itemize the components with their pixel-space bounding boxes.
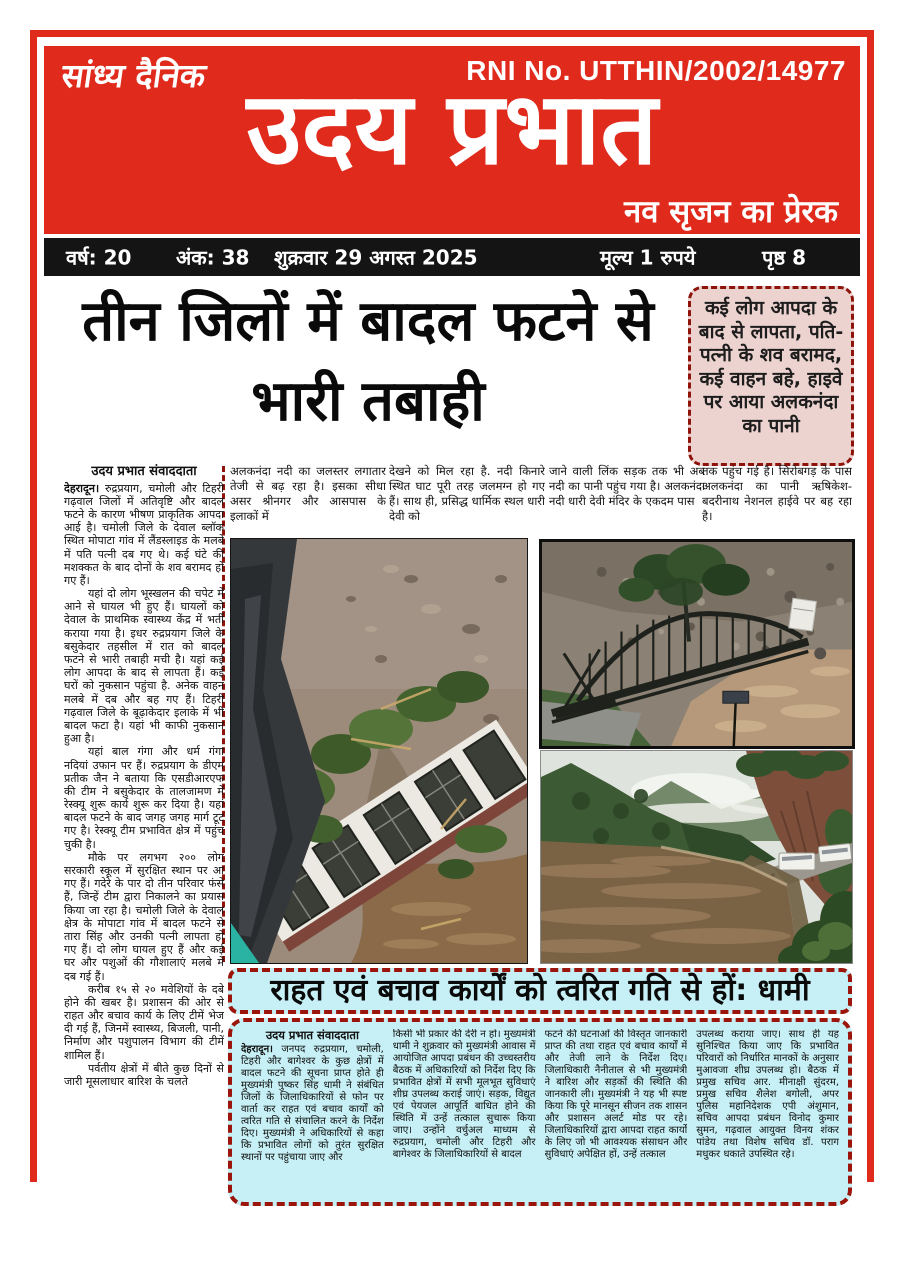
photo-landslide-damage: [230, 538, 528, 964]
lead-story-column-3: देखने को मिल रहा है. नदी किनारे स्थित घाट पूरी तरह जलमग्न हो गए हैं। साथ ही, प्रसिद्ध धार्मिक स्थल धारी देवी को: [389, 464, 545, 523]
dateline-price: मूल्य 1 रुपये: [600, 245, 696, 270]
secondary-story-box: [228, 1018, 852, 1206]
masthead: [44, 46, 860, 234]
lead-paragraph: यहां बाल गंगा और धर्म गंगा नदियां उफान पर हैं। रुद्रप्रयाग के डीएम प्रतीक जैन ने बताया कि एसडीआरएफ की टीम ने बसुकेदार के तालजामण में रेस्क्यू शुरू कार्य शुरू कर दिया है। यहां बादल फटने के बाद जगह जगह मार्ग टूट गए है। रेस्क्यू टीम प्रभावित क्षेत्र में पहुंच चुकी है।: [64, 745, 224, 851]
rni-number: RNI No. UTTHIN/2002/14977: [466, 55, 846, 86]
lead-story-column-2: अलकनंदा नदी का जलस्तर लगातार तेजी से बढ़ रहा है। इसका सीधा असर श्रीनगर और आसपास के इलाकों में: [230, 464, 386, 523]
lead-story-column-4: जाने वाली लिंक सड़क तक भी अब नदी का पानी पहुंच गया है। अलकनंदा नदी धारी देवी मंदिर के एकदम पास: [549, 464, 705, 508]
dateline-city: देहरादून।: [241, 1043, 273, 1055]
lead-paragraph: मौके पर लगभग २०० लोग सरकारी स्कूल में सुरक्षित स्थान पर आ गए हैं। गदेरे के पार दो तीन परिवार फंसे हैं, जिन्हें टीम द्वारा निकालने का प्रयास किया जा रहा है। चमोली जिले के देवाल क्षेत्र के मोपाटा गांव में बादल फटने से तारा सिंह और उनकी पत्नी लापता हो गए हैं। दो लोग घायल हुए हैं और कई घर और पशुओं की गौशालाएं मलबे में दब गई हैं।: [64, 850, 224, 983]
secondary-paragraph: उपलब्ध कराया जाए। साथ ही यह सुनिश्चित किया जाए कि प्रभावित परिवारों को निर्धारित मानकों के अनुसार मुआवजा शीघ्र उपलब्ध हो। बैठक में प्रमुख सचिव आर. मीनाक्षी सुंदरम, प्रमुख सचिव शैलेश बगोली, अपर पुलिस महानिदेशक एपी अंशुमान, सचिव आपदा प्रबंधन विनोद कुमार सुमन, गढ़वाल आयुक्त विनय शंकर पांडेय तथा विशेष सचिव डॉ. पराग मधुकर धकाते उपस्थित रहे।: [696, 1029, 839, 1160]
secondary-byline: उदय प्रभात संवाददाता: [265, 1029, 359, 1042]
paper-title: उदय प्रभात: [246, 70, 658, 187]
lead-paragraph: करीब १५ से २० मवेशियों के दबे होने की खबर है। प्रशासन की ओर से राहत और बचाव कार्य के लिए टीमें भेज दी गई हैं, जिनमें स्वास्थ्य, बिजली, पानी, निर्माण और पशुपालन विभाग की टीमें शामिल हैं।: [64, 982, 224, 1062]
photo-flooded-bridge: [539, 539, 855, 749]
lead-paragraph: देहरादून। रुद्रप्रयाग, चमोली और टिहरी गढ़वाल जिलों में अतिवृष्टि और बादल फटने के कारण भीषण प्राकृतिक आपदा आई है। चमोली जिले के देवाल ब्लॉक स्थित मोपाटा गांव में लैंडस्लाइड के मलबे में पति पत्नी दब गए थे। कई घंटे की मशक्कत के बाद दोनों के शव बरामद हो गए हैं।: [64, 481, 224, 587]
landslide-photo-graphic: [231, 539, 527, 963]
edition-label: सांध्य दैनिक: [59, 56, 209, 95]
dateline-date: शुक्रवार 29 अगस्त 2025: [274, 245, 478, 270]
dateline-issue: अंक: 38: [176, 245, 250, 270]
secondary-paragraph: फटने की घटनाओं की विस्तृत जानकारी प्राप्त की तथा राहत एवं बचाव कार्यों में और तेजी लाने के निर्देश दिए। जिलाधिकारी नैनीताल से भी मुख्यमंत्री ने बारिश और सड़कों की स्थिति की जानकारी ली। मुख्यमंत्री ने यह भी स्पष्ट किया कि पूरे मानसून सीजन तक शासन और प्रशासन अलर्ट मोड पर रहे। जिलाधिकारियों द्वारा आपदा राहत कार्यों के लिए जो भी आवश्यक संसाधन और सुविधाएं अपेक्षित हों, उन्हें तत्काल: [544, 1029, 688, 1160]
paper-tagline: नव सृजन का प्रेरक: [624, 194, 838, 230]
bridge-photo-graphic: [542, 542, 852, 746]
secondary-column-2: [393, 1029, 536, 1195]
secondary-paragraph: किसी भी प्रकार की देरी न हो। मुख्यमंत्री धामी ने शुक्रवार को मुख्यमंत्री आवास में आयोजित आपदा प्रबंधन की उच्चस्तरीय बैठक में अधिकारियों को निर्देश दिए कि प्रभावित क्षेत्रों में सभी मूलभूत सुविधाएं शीघ्र उपलब्ध कराई जाएं। सड़क, विद्युत एवं पेयजल आपूर्ति बाधित होने की स्थिति में उन्हें तत्काल सुचारू किया जाए। उन्होंने वर्चुअल माध्यम से रुद्रप्रयाग, चमोली और टिहरी और बागेश्वर के जिलाधिकारियों से बादल: [392, 1029, 536, 1160]
lead-paragraph: पर्वतीय क्षेत्रों में बीते कुछ दिनों से जारी मूसलाधार बारिश के चलते: [64, 1061, 224, 1089]
dateline-year: वर्ष: 20: [66, 245, 132, 270]
dateline-pages: पृष्ठ 8: [762, 245, 807, 270]
secondary-headline: राहत एवं बचाव कार्यों को त्वरित गति से हों: धामी: [228, 968, 852, 1014]
secondary-column-3: [545, 1029, 688, 1195]
secondary-paragraph: देहरादून। जनपद रुद्रप्रयाग, चमोली, टिहरी और बागेश्वर के कुछ क्षेत्रों में बादल फटने की सूचना प्राप्त होते ही मुख्यमंत्री पुष्कर सिंह धामी ने संबंधित जिलों के जिलाधिकारियों से फोन पर वार्ता कर राहत एवं बचाव कार्यों को त्वरित गति से संचालित करने के निर्देश दिए। मुख्यमंत्री ने अधिकारियों से कहा कि प्रभावित लोगों को तुरंत सुरक्षित स्थानों पर पहुंचाया जाए और: [241, 1043, 384, 1163]
lead-story-column-5: तक पहुंच गई है। सिरोबगड़ के पास अलकनंदा का पानी ऋषिकेश-बदरीनाथ नेशनल हाईवे पर बह रहा है।: [702, 464, 852, 523]
river-photo-graphic: [541, 751, 852, 963]
lead-paragraph: यहां दो लोग भूस्खलन की चपेट में आने से घायल भी हुए हैं। घायलों को देवाल के प्राथमिक स्वास्थ्य केंद्र में भर्ती कराया गया है। इधर रुद्रप्रयाग जिले के बसुकेदार तहसील में रात को बादल फटने से भारी तबाही मची है। यहां कई लोग आपदा के बाद से लापता हैं। कई घरों को नुकसान पहुंचा है. अनेक वाहन मलबे में दब और बह गए हैं। टिहरी गढ़वाल जिले के बूढ़ाकेदार इलाके में भी बादल फटा है। यहां भी काफी नुकसान हुआ है।: [64, 587, 224, 746]
lead-story-column-1: [64, 464, 224, 1212]
photo-flooded-highway: [540, 750, 853, 964]
secondary-column-1: [241, 1029, 384, 1195]
highlight-box: कई लोग आपदा के बाद से लापता, पति-पत्नी के शव बरामद, कई वाहन बहे, हाइवे पर आया अलकनंदा का पानी: [688, 286, 854, 466]
lead-headline: तीन जिलों में बादल फटने से भारी तबाही: [82, 289, 654, 434]
dateline-bar: [44, 238, 860, 276]
lead-byline: उदय प्रभात संवाददाता: [91, 464, 197, 479]
dateline-city: देहरादून।: [64, 481, 100, 495]
secondary-column-4: [696, 1029, 839, 1195]
